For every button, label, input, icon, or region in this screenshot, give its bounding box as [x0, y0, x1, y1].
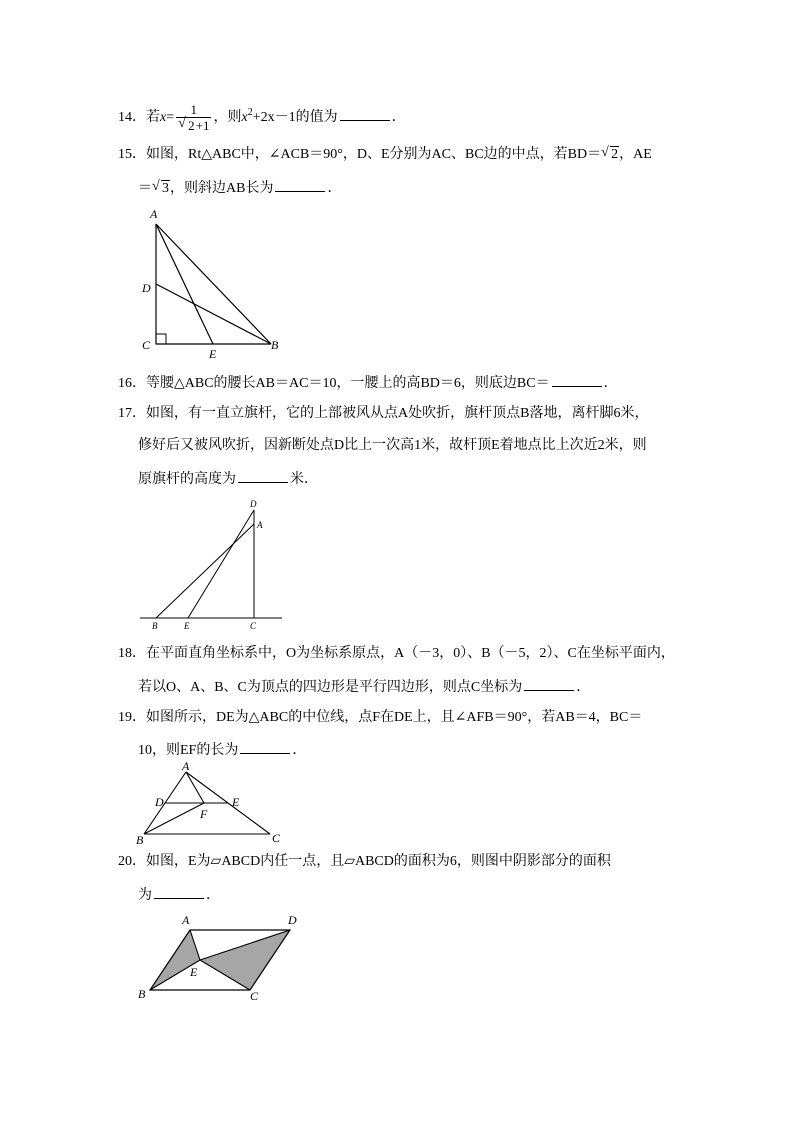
answer-blank[interactable] — [240, 739, 290, 754]
figure-15-right-triangle — [136, 204, 286, 364]
question-16: 16．等腰△ABC的腰长AB＝AC＝10，一腰上的高BD＝6，则底边BC＝ ． — [118, 372, 618, 394]
question-number: 18． — [118, 646, 146, 661]
label-e: E — [190, 965, 198, 979]
fraction: 1 √ 2+1 — [178, 102, 210, 133]
answer-blank[interactable] — [340, 106, 390, 121]
question-17-line-1: 17．如图，有一直立旗杆，它的上部被风从点A处吹折，旗杆顶点B落地，离杆脚6米， — [118, 406, 649, 421]
label-d: D — [288, 913, 297, 927]
segment-af — [186, 772, 204, 803]
question-number: 20． — [118, 854, 146, 869]
answer-blank[interactable] — [275, 177, 325, 192]
question-18-line-1: 18．在平面直角坐标系中，O为坐标系原点，A（－3，0）、B（－5，2）、C在坐标平面内， — [118, 646, 675, 661]
question-14: 14．若x= 1 √ 2+1 ，则$x^2+2x-1$的值为 ． — [118, 102, 406, 133]
question-20-line-1: 20．如图，E为▱ABCD内任一点，且▱ABCD的面积为6，则图中阴影部分的面积 — [118, 854, 611, 869]
sqrt-symbol: √ 2 — [601, 145, 619, 162]
question-number: 15． — [118, 147, 146, 162]
label-b: B — [138, 987, 146, 1001]
label-a: A — [182, 760, 190, 773]
label-a: A — [150, 207, 158, 221]
label-b: B — [136, 833, 144, 847]
label-c: C — [142, 338, 151, 352]
question-number: 17． — [118, 406, 146, 421]
label-d: D — [250, 499, 257, 509]
label-a: A — [257, 520, 263, 530]
label-f: F — [200, 807, 208, 821]
question-number: 16． — [118, 376, 146, 391]
shaded-triangle-edc — [200, 930, 290, 990]
figure-19-midline-triangle — [136, 760, 286, 848]
label-b: B — [271, 338, 279, 352]
question-number: 14． — [118, 110, 146, 126]
label-e: E — [184, 621, 190, 631]
question-17-line-3: 原旗杆的高度为 米． — [138, 468, 318, 490]
label-e: E — [209, 347, 217, 361]
label-e: E — [232, 795, 240, 809]
segment-bf — [144, 803, 204, 834]
label-c: C — [250, 621, 257, 631]
question-15-line-1: 15．如图，Rt△ABC中，∠ACB＝90°，D、E分别为AC、BC边的中点，若BD＝ √ 2，AE — [118, 145, 652, 165]
segment-bd — [156, 284, 271, 344]
answer-blank[interactable] — [552, 372, 602, 387]
label-c: C — [272, 831, 281, 845]
figure-20-parallelogram — [134, 908, 306, 1004]
answer-blank[interactable] — [238, 468, 288, 483]
question-18-line-2: 若以O、A、B、C为顶点的四边形是平行四边形，则点C坐标为 ． — [138, 676, 590, 698]
sqrt-symbol: √ 2 — [178, 116, 195, 133]
broken-top-first — [156, 524, 254, 618]
figure-17-flagpole — [136, 496, 286, 632]
sqrt-symbol: √ 3 — [152, 179, 169, 196]
question-17-line-2: 修好后又被风吹折，因新断处点D比上一次高1米，故杆顶E着地点比上次近2米，则 — [138, 438, 647, 453]
answer-blank[interactable] — [154, 884, 204, 899]
question-number: 19． — [118, 710, 146, 725]
segment-ae — [156, 224, 213, 344]
label-b: B — [152, 621, 158, 631]
question-19-line-2: 10，则EF的长为 ． — [138, 739, 306, 761]
side-ab — [156, 224, 271, 344]
label-d: D — [155, 795, 164, 809]
answer-blank[interactable] — [524, 676, 574, 691]
question-15-line-2: ＝ √ 3，则斜边AB长为 ． — [138, 177, 341, 199]
label-a: A — [182, 913, 190, 927]
question-19-line-1: 19．如图所示，DE为△ABC的中位线，点F在DE上，且∠AFB＝90°，若AB＝4，BC＝ — [118, 710, 643, 725]
broken-top-second — [188, 510, 254, 618]
label-d: D — [142, 281, 151, 295]
right-angle-mark — [156, 334, 166, 344]
question-20-line-2: 为 ． — [138, 884, 220, 906]
label-c: C — [250, 989, 259, 1003]
